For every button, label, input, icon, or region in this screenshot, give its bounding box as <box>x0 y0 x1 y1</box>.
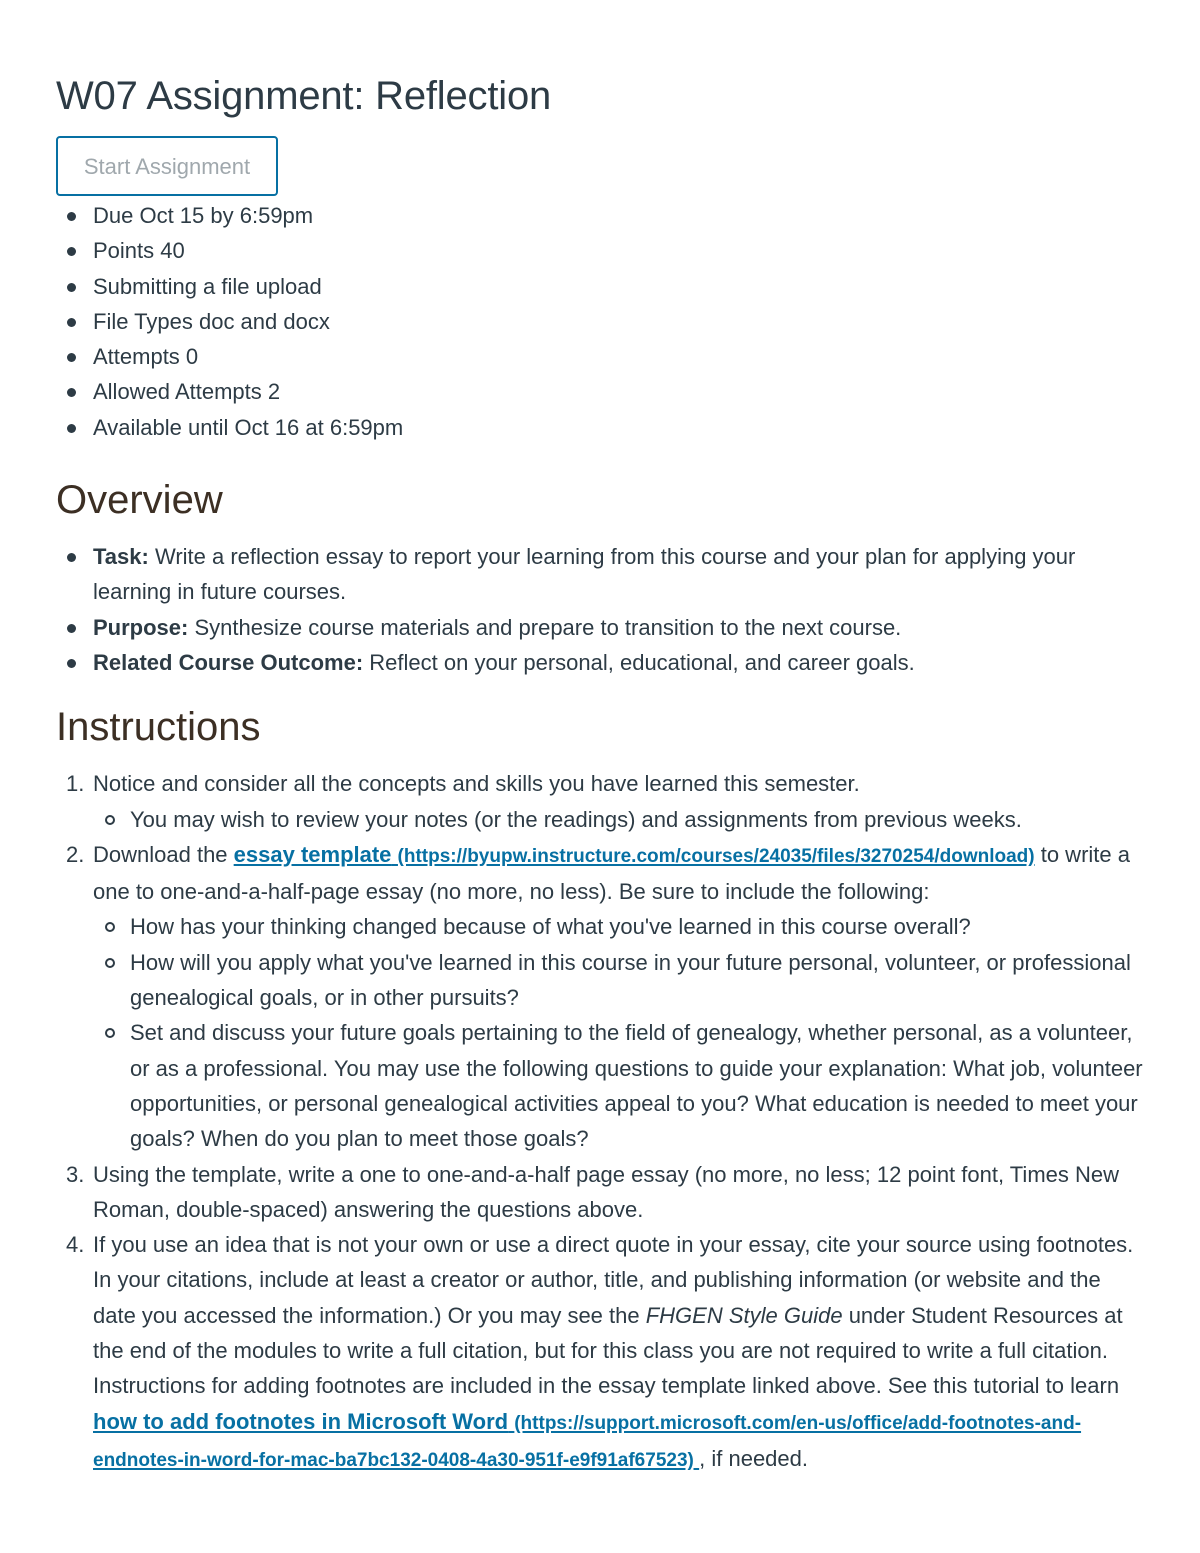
instruction-step-3 <box>66 1157 1144 1228</box>
step-sublist <box>93 909 1144 1156</box>
step-text: Using the template, write a one to one-and-a-half page essay (no more, no less; 12 point font, Times New Roman, double-spaced) answering the questions above. <box>93 1161 1119 1222</box>
essay-template-link[interactable] <box>234 842 1035 867</box>
page-title: W07 Assignment: Reflection <box>56 74 552 118</box>
link-text: essay template <box>233 841 392 867</box>
step-text: Download the <box>93 841 234 867</box>
overview-item-outcome <box>93 645 1144 680</box>
step-sublist <box>93 802 1144 837</box>
overview-text: Synthesize course materials and prepare to transition to the next course. <box>188 614 902 640</box>
overview-item-task <box>93 539 1144 610</box>
overview-label: Purpose: <box>93 614 189 640</box>
instructions-list <box>56 766 1144 1478</box>
step-text: , if needed. <box>699 1445 809 1471</box>
start-assignment-button[interactable]: Start Assignment <box>56 136 278 196</box>
overview-list <box>56 539 1144 680</box>
link-text: how to add footnotes in Microsoft Word <box>93 1408 509 1434</box>
sub-item: How has your thinking changed because of what you've learned in this course overall? <box>130 909 1144 944</box>
overview-text: Reflect on your personal, educational, and career goals. <box>363 649 915 675</box>
detail-available-until: Available until Oct 16 at 6:59pm <box>93 410 1144 445</box>
step-text: If you use an idea that is not your own or use a direct quote in your essay, cite your source using footnotes. In your citations, include at least a creator or author, title, and publishing information (or website and the date you accessed the information.) Or you may see the <box>93 1232 1134 1328</box>
overview-heading: Overview <box>56 478 223 523</box>
instruction-step-1 <box>66 766 1144 837</box>
step-number: 3. <box>66 1161 85 1187</box>
overview-label: Task: <box>93 544 149 570</box>
step-number: 1. <box>66 771 85 797</box>
assignment-details-list <box>56 198 1144 445</box>
sub-item: You may wish to review your notes (or the readings) and assignments from previous weeks. <box>130 802 1144 837</box>
step-text: to write a one to one-and-a-half-page essay (no more, no less). Be sure to include the following: <box>93 841 1130 905</box>
detail-file-types: File Types doc and docx <box>93 304 1144 339</box>
link-url: (https://byupw.instructure.com/courses/24035/files/3270254/download) <box>397 845 1035 867</box>
detail-attempts: Attempts 0 <box>93 339 1144 374</box>
detail-points: Points 40 <box>93 233 1144 268</box>
detail-due: Due Oct 15 by 6:59pm <box>93 198 1144 233</box>
step-number: 4. <box>66 1232 85 1258</box>
step-text: Notice and consider all the concepts and skills you have learned this semester. <box>93 771 860 797</box>
footnotes-tutorial-link[interactable] <box>93 1409 1081 1471</box>
overview-text: Write a reflection essay to report your learning from this course and your plan for applying your learning in future courses. <box>93 544 1076 605</box>
detail-allowed-attempts: Allowed Attempts 2 <box>93 374 1144 409</box>
step-number: 2. <box>66 841 85 867</box>
sub-item: Set and discuss your future goals pertaining to the field of genealogy, whether personal, as a volunteer, or as a professional. You may use the following questions to guide your explanation: What job, volunteer opportunities, or personal genealogical activities appeal to you? What education is needed to meet your goals? When do you plan to meet those goals? <box>130 1015 1144 1156</box>
instruction-step-4 <box>66 1227 1144 1478</box>
sub-item: How will you apply what you've learned in this course in your future personal, volunteer, or professional genealogical goals, or in other pursuits? <box>130 945 1144 1016</box>
instruction-step-2 <box>66 837 1144 1157</box>
detail-submitting: Submitting a file upload <box>93 269 1144 304</box>
style-guide-title: FHGEN Style Guide <box>645 1302 843 1328</box>
overview-item-purpose <box>93 610 1144 645</box>
instructions-heading: Instructions <box>56 705 261 750</box>
link-url: (https://support.microsoft.com/en-us/office/add-footnotes-and-endnotes-in-word-for-mac-ba7bc132-0408-4a30-951f-e9f91af67523) <box>93 1412 1082 1471</box>
overview-label: Related Course Outcome: <box>93 649 364 675</box>
step-text: under Student Resources at the end of the modules to write a full citation, but for this class you are not required to write a full citation. Instructions for adding footnotes are included in the essay template linked above. See this tutorial to learn <box>93 1302 1123 1399</box>
